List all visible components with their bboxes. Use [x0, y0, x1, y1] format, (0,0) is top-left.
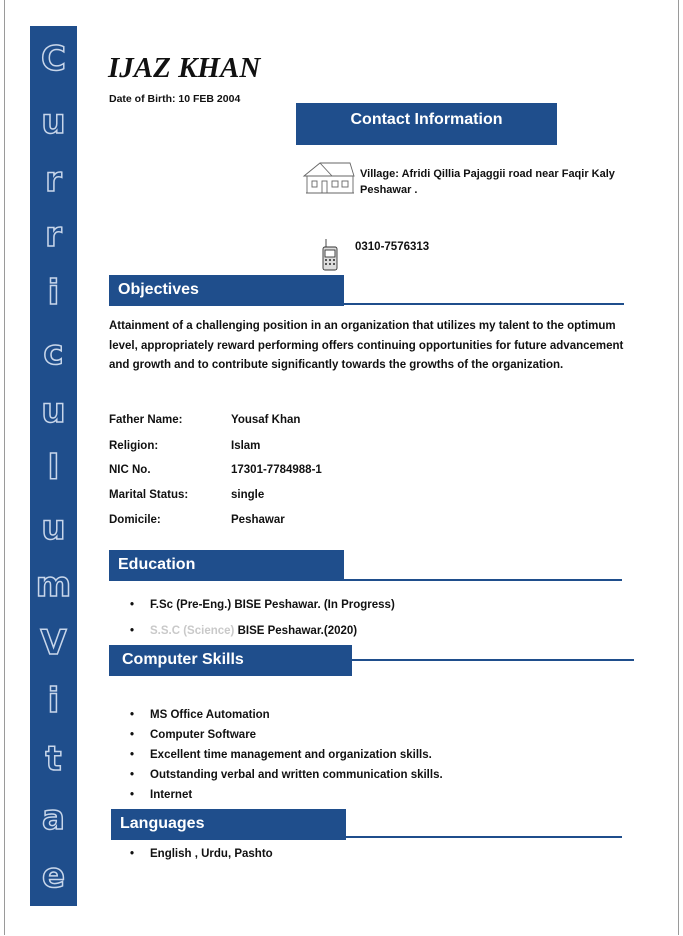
sidebar-letter: a — [42, 798, 65, 838]
languages-divider — [346, 836, 622, 838]
sidebar-letter: u — [41, 391, 66, 431]
computer-skills-divider — [352, 659, 634, 661]
info-row-domicile — [109, 514, 285, 526]
contact-phone: 0310-7576313 — [355, 241, 430, 253]
info-row-nic — [109, 464, 322, 476]
education-heading: Education — [109, 550, 344, 581]
languages-list — [130, 844, 273, 864]
sidebar-letter: r — [45, 160, 62, 200]
info-value: 17301-7784988-1 — [231, 464, 322, 476]
language-item: • English , Urdu, Pashto — [130, 844, 273, 864]
info-value: Peshawar — [231, 514, 285, 526]
objectives-divider — [344, 303, 624, 305]
contact-information-heading: Contact Information — [296, 103, 557, 145]
info-value: single — [231, 489, 265, 501]
info-row-religion — [109, 440, 260, 452]
skill-item: • Outstanding verbal and written communication skills. — [130, 765, 443, 785]
sidebar-curriculum-vitae — [30, 26, 77, 906]
info-label: Domicile: — [109, 514, 161, 526]
sidebar-letter: t — [45, 739, 62, 779]
skill-item: • Excellent time management and organization skills. — [130, 745, 443, 765]
info-label: Marital Status: — [109, 489, 189, 501]
candidate-name: IJAZ KHAN — [108, 52, 261, 84]
sidebar-letter: c — [43, 333, 64, 373]
sidebar-letter: u — [41, 508, 66, 548]
sidebar-letter: e — [41, 856, 66, 896]
mobile-phone-icon — [321, 238, 339, 272]
computer-skills-list — [130, 705, 443, 805]
education-item: • F.Sc (Pre-Eng.) BISE Peshawar. (In Progress) — [130, 595, 395, 615]
education-divider — [344, 579, 622, 581]
skill-item: • Internet — [130, 785, 443, 805]
date-of-birth: Date of Birth: 10 FEB 2004 — [109, 93, 241, 105]
computer-skills-heading: Computer Skills — [109, 645, 352, 676]
info-label: Father Name: — [109, 414, 183, 426]
info-value: Islam — [231, 440, 261, 452]
education-list — [130, 595, 395, 641]
sidebar-letter: C — [41, 39, 66, 79]
sidebar-letter: i — [47, 681, 60, 721]
objectives-text: Attainment of a challenging position in an organization that utilizes my talent to the optimum level, appropriately reward performing offers continuing opportunities for future advancement and growth and to contribute significantly towards the growths of the organization. — [109, 320, 624, 371]
skill-item: • MS Office Automation — [130, 705, 443, 725]
info-value: Yousaf Khan — [231, 414, 301, 426]
languages-heading: Languages — [111, 809, 346, 840]
objectives-heading: Objectives — [109, 275, 344, 306]
house-icon — [302, 159, 356, 195]
education-item: • S.S.C (Science) BISE Peshawar.(2020) — [130, 621, 395, 641]
info-row-father-name — [109, 414, 300, 426]
contact-address: Village: Afridi Qillia Pajaggii road near Faqir Kaly Peshawar . — [360, 168, 615, 196]
info-label: NIC No. — [109, 464, 151, 476]
sidebar-letter: l — [47, 448, 60, 488]
info-row-marital-status — [109, 489, 264, 501]
sidebar-letter: i — [47, 273, 60, 313]
skill-item: • Computer Software — [130, 725, 443, 745]
sidebar-letter: V — [40, 623, 67, 663]
sidebar-letter: r — [45, 215, 62, 255]
sidebar-letter: m — [35, 565, 72, 605]
sidebar-letter: u — [41, 102, 66, 142]
info-label: Religion: — [109, 440, 159, 452]
